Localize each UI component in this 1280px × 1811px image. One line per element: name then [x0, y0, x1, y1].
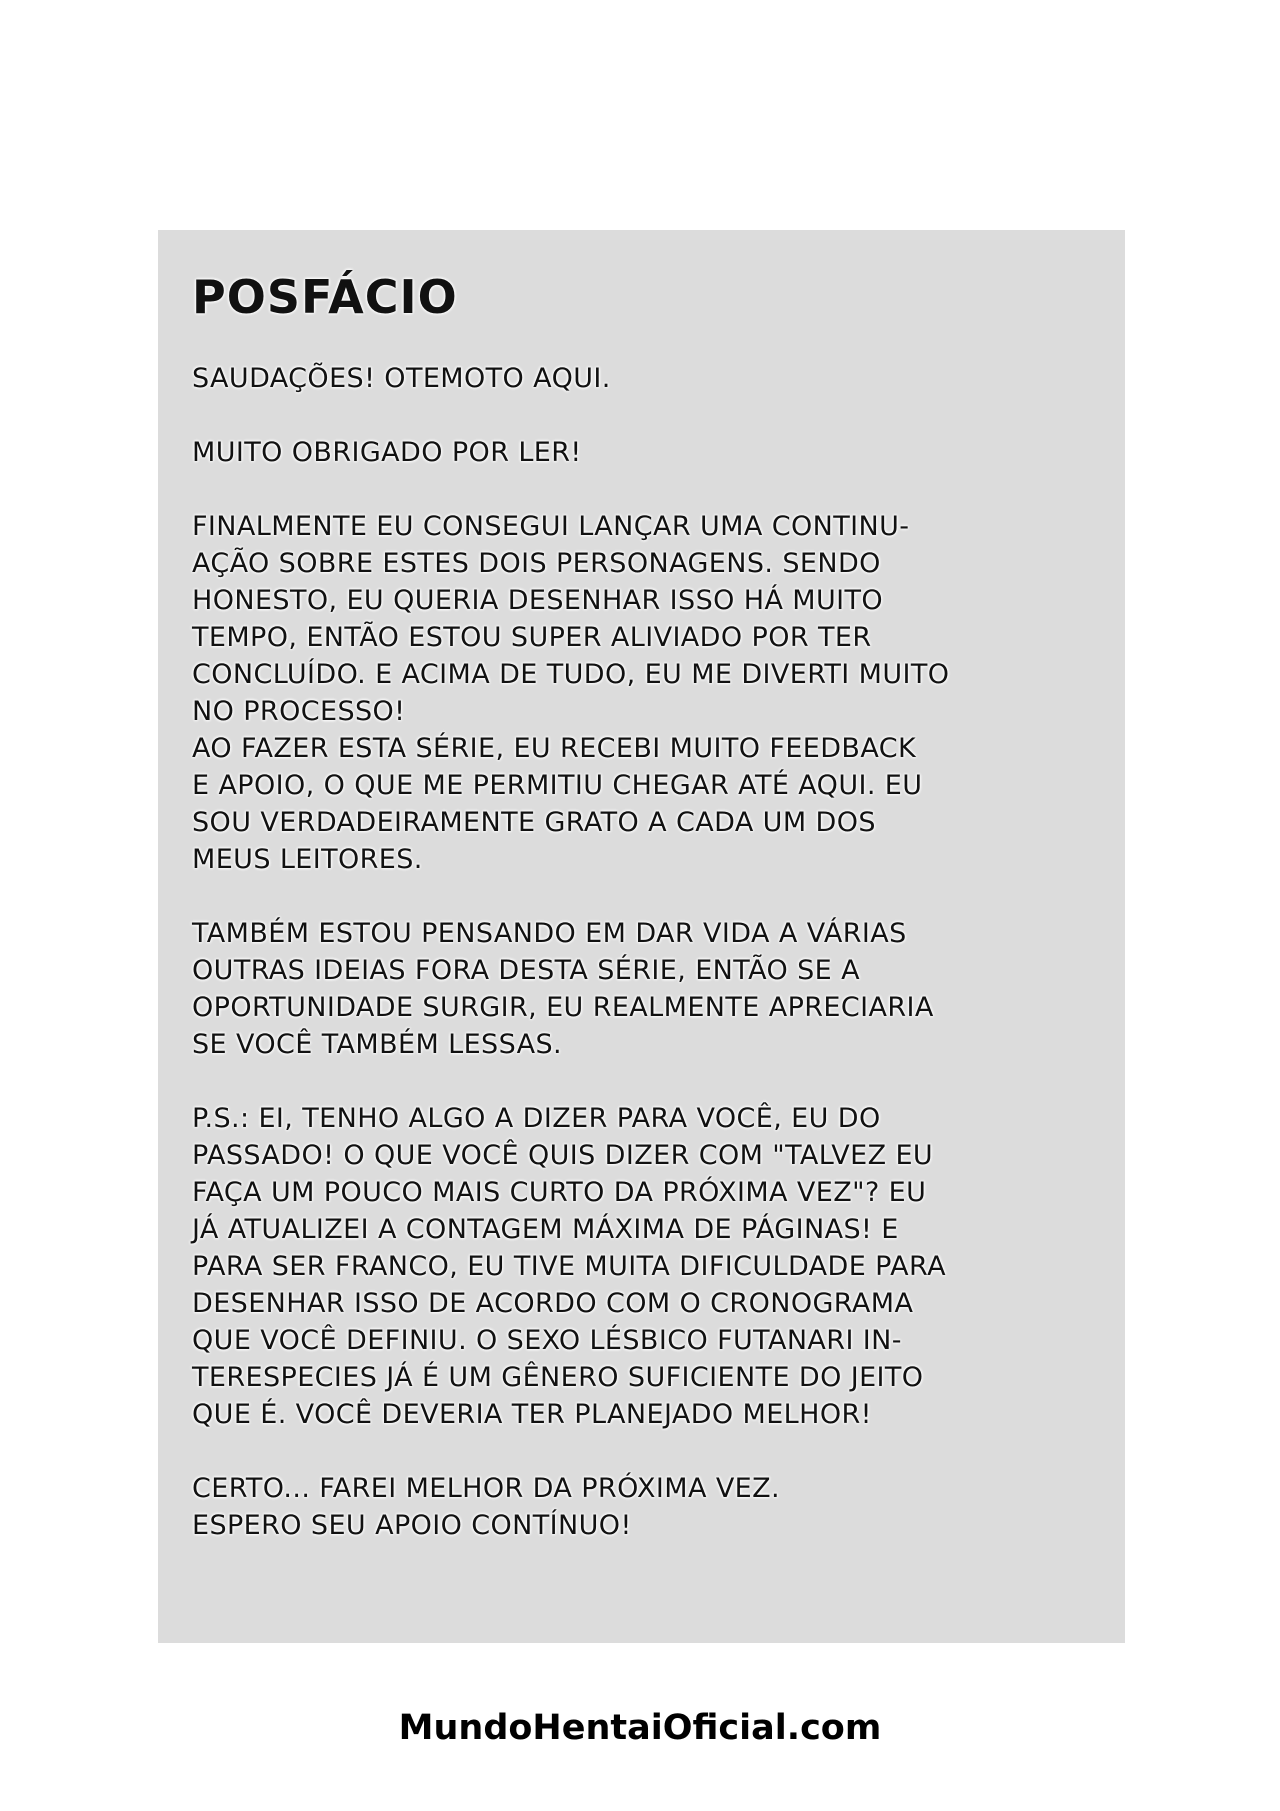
site-watermark: MundoHentaiOficial.com [398, 1708, 882, 1748]
afterword-paragraph [192, 1470, 1095, 1544]
text-line: ESPERO SEU APOIO CONTÍNUO! [192, 1510, 632, 1541]
afterword-paragraph [192, 360, 1095, 397]
text-line: CONCLUÍDO. E ACIMA DE TUDO, EU ME DIVERTI MUITO [192, 659, 950, 690]
text-line: OUTRAS IDEIAS FORA DESTA SÉRIE, ENTÃO SE A [192, 955, 860, 986]
afterword-paragraph [192, 1100, 1095, 1433]
text-line: FINALMENTE EU CONSEGUI LANÇAR UMA CONTINU- [192, 511, 910, 542]
text-line: MUITO OBRIGADO POR LER! [192, 437, 582, 468]
afterword-paragraph [192, 915, 1095, 1063]
text-line: E APOIO, O QUE ME PERMITIU CHEGAR ATÉ AQUI. EU [192, 770, 923, 801]
text-line: AÇÃO SOBRE ESTES DOIS PERSONAGENS. SENDO [192, 548, 881, 579]
text-line: SAUDAÇÕES! OTEMOTO AQUI. [192, 363, 611, 394]
text-line: DESENHAR ISSO DE ACORDO COM O CRONOGRAMA [192, 1288, 914, 1319]
text-line: CERTO... FAREI MELHOR DA PRÓXIMA VEZ. [192, 1473, 781, 1504]
text-line: PASSADO! O QUE VOCÊ QUIS DIZER COM "TALVEZ EU [192, 1140, 934, 1171]
afterword-paragraph [192, 508, 1095, 878]
afterword-body [192, 360, 1095, 1544]
text-line: HONESTO, EU QUERIA DESENHAR ISSO HÁ MUITO [192, 585, 884, 616]
text-line: AO FAZER ESTA SÉRIE, EU RECEBI MUITO FEEDBACK [192, 733, 917, 764]
text-line: SE VOCÊ TAMBÉM LESSAS. [192, 1029, 563, 1060]
text-line: TAMBÉM ESTOU PENSANDO EM DAR VIDA A VÁRIAS [192, 918, 907, 949]
text-line: PARA SER FRANCO, EU TIVE MUITA DIFICULDADE PARA [192, 1251, 946, 1282]
afterword-paragraph [192, 434, 1095, 471]
afterword-panel [158, 230, 1125, 1643]
text-line: NO PROCESSO! [192, 696, 406, 727]
text-line: QUE VOCÊ DEFINIU. O SEXO LÉSBICO FUTANARI IN- [192, 1325, 902, 1356]
text-line: TERESPECIES JÁ É UM GÊNERO SUFICIENTE DO JEITO [192, 1362, 924, 1393]
afterword-title: POSFÁCIO [192, 270, 458, 324]
text-line: JÁ ATUALIZEI A CONTAGEM MÁXIMA DE PÁGINAS! E [192, 1214, 899, 1245]
text-line: TEMPO, ENTÃO ESTOU SUPER ALIVIADO POR TER [192, 622, 872, 653]
text-line: OPORTUNIDADE SURGIR, EU REALMENTE APRECIARIA [192, 992, 934, 1023]
text-line: MEUS LEITORES. [192, 844, 423, 875]
text-line: SOU VERDADEIRAMENTE GRATO A CADA UM DOS [192, 807, 876, 838]
text-line: QUE É. VOCÊ DEVERIA TER PLANEJADO MELHOR! [192, 1399, 872, 1430]
text-line: P.S.: EI, TENHO ALGO A DIZER PARA VOCÊ, EU DO [192, 1103, 881, 1134]
text-line: FAÇA UM POUCO MAIS CURTO DA PRÓXIMA VEZ"? EU [192, 1177, 927, 1208]
